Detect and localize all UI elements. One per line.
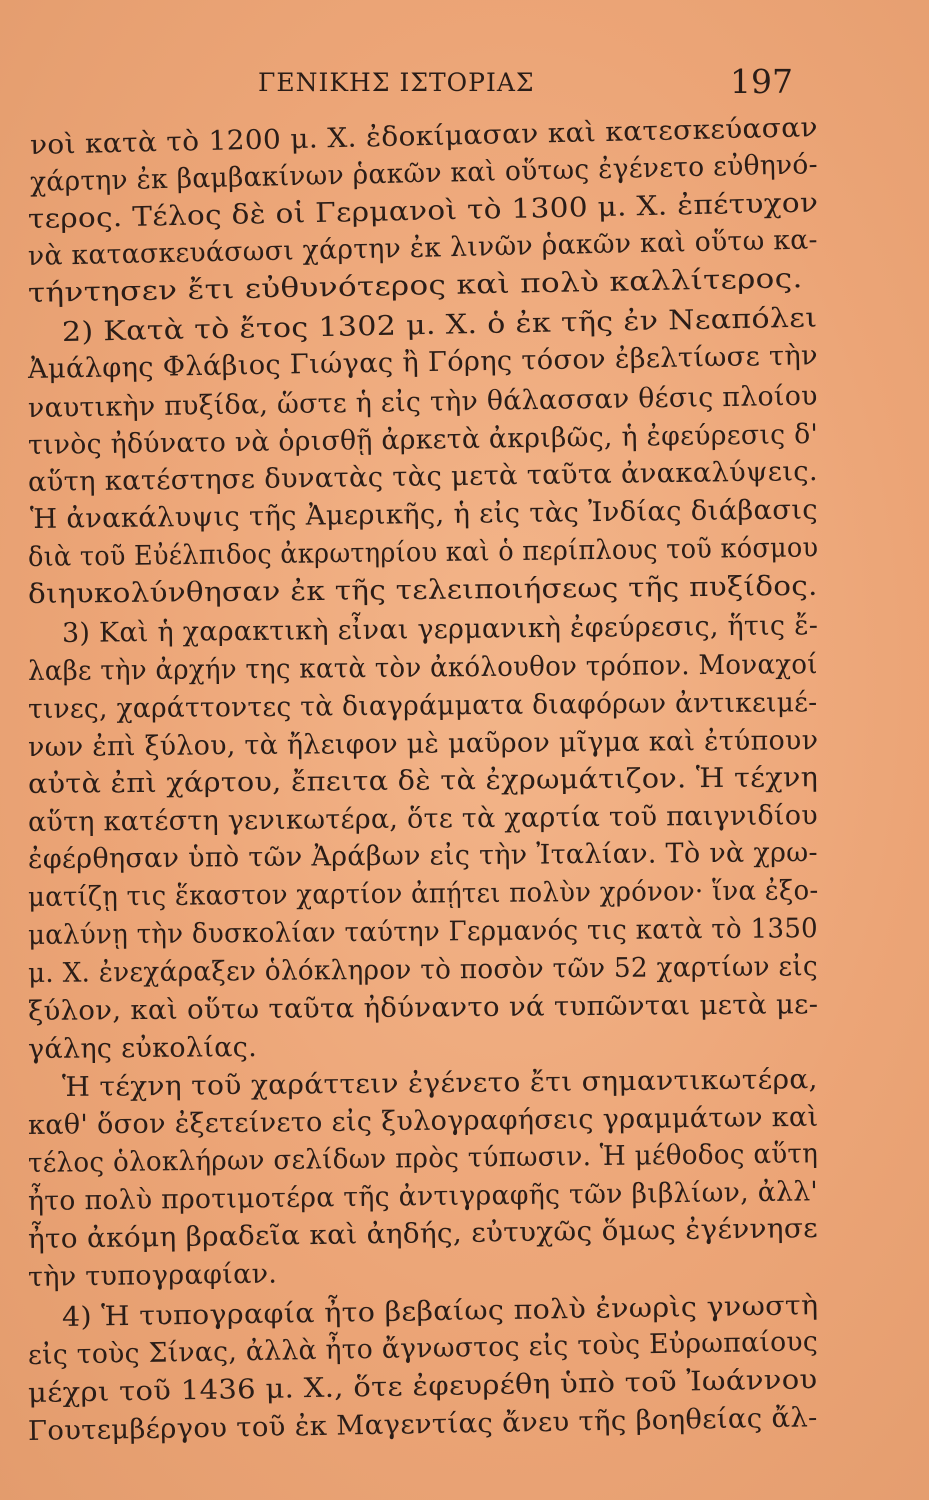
text-line: τινες, χαράττοντες τὰ διαγράμματα διαφόρων ἀντικειμέ- [27, 687, 818, 725]
text-line: εἰς τοὺς Σίνας, ἀλλὰ ἦτο ἄγνωστος εἰς τοὺς Εὐρωπαίους [27, 1326, 819, 1371]
text-line: γάλης εὐκολίας. [27, 1032, 258, 1065]
text-line: μ. Χ. ἐνεχάραξεν ὁλόκληρον τὸ ποσὸν τῶν 52 χαρτίων εἰς [27, 951, 819, 989]
page-header [0, 62, 929, 102]
text-line: χάρτην ἐκ βαμβακίνων ῥακῶν καὶ οὕτως ἐγένετο εὐθηνό- [29, 149, 819, 198]
running-title: ΓΕΝΙΚΗΣ ΙΣΤΟΡΙΑΣ [258, 68, 535, 97]
text-line: καθ' ὅσον ἐξετείνετο εἰς ξυλογραφήσεις γραμμάτων καὶ [27, 1101, 819, 1141]
text-line: τερος. Τέλος δὲ οἱ Γερμανοὶ τὸ 1300 μ. Χ. ἐπέτυχον [27, 187, 819, 235]
text-line: ἐφέρθησαν ὑπὸ τῶν Ἀράβων εἰς τὴν Ἰταλίαν. Τὸ νὰ χρω- [27, 837, 819, 875]
text-line: ἦτο ἀκόμη βραδεῖα καὶ ἀηδής, εὐτυχῶς ὅμως ἐγέννησε [27, 1212, 819, 1255]
text-line: Γουτεμβέργου τοῦ ἐκ Μαγεντίας ἄνευ τῆς βοηθείας ἄλ- [27, 1402, 818, 1447]
text-line: μαλύνῃ τὴν δυσκολίαν ταύτην Γερμανός τις κατὰ τὸ 1350 [27, 913, 819, 951]
page-number: 197 [730, 62, 793, 101]
text-line: 3) Καὶ ἡ χαρακτικὴ εἶναι γερμανικὴ ἐφεύρεσις, ἥτις ἔ- [61, 610, 819, 649]
text-line: ἦτο πολὺ προτιμοτέρα τῆς ἀντιγραφῆς τῶν βιβλίων, ἀλλ' [27, 1176, 819, 1217]
text-line: 4) Ἡ τυπογραφία ἦτο βεβαίως πολὺ ἐνωρὶς γνωστὴ [61, 1290, 819, 1333]
text-line: λαβε τὴν ἀρχήν της κατὰ τὸν ἀκόλουθον τρόπον. Μοναχοί [27, 649, 818, 687]
text-line: νοὶ κατὰ τὸ 1200 μ. Χ. ἐδοκίμασαν καὶ κατεσκεύασαν [29, 112, 819, 161]
text-line: αὐτὰ ἐπὶ χάρτου, ἔπειτα δὲ τὰ ἐχρωμάτιζον. Ἡ τέχνη [27, 762, 819, 800]
text-line: τινὸς ἠδύνατο νὰ ὁρισθῇ ἀρκετὰ ἀκριβῶς, ἡ ἐφεύρεσις δ' [27, 418, 819, 461]
text-line: Ἡ τέχνη τοῦ χαράττειν ἐγένετο ἔτι σημαντικωτέρα, [61, 1064, 818, 1103]
text-line: ξύλον, καὶ οὕτω ταῦτα ἠδύναντο νά τυπῶνται μετὰ με- [27, 989, 819, 1027]
text-line: διηυκολύνθησαν ἐκ τῆς τελειποιήσεως τῆς πυξίδος. [27, 570, 818, 610]
text-line: ναυτικὴν πυξίδα, ὥστε ἡ εἰς τὴν θάλασσαν θέσις πλοίου [27, 380, 818, 424]
text-line: τὴν τυπογραφίαν. [27, 1258, 278, 1293]
text-line: διὰ τοῦ Εὐέλπιδος ἀκρωτηρίου καὶ ὁ περίπλους τοῦ κόσμου [27, 532, 819, 573]
text-line: νων ἐπὶ ξύλου, τὰ ἤλειφον μὲ μαῦρον μῖγμα καὶ ἐτύπουν [27, 725, 819, 763]
text-line: τέλος ὁλοκλήρων σελίδων πρὸς τύπωσιν. Ἡ μέθοδος αὕτη [27, 1138, 819, 1179]
text-line: μέχρι τοῦ 1436 μ. Χ., ὅτε ἐφευρέθη ὑπὸ τοῦ Ἰωάννου [27, 1364, 818, 1409]
text-line: 2) Κατὰ τὸ ἔτος 1302 μ. Χ. ὁ ἐκ τῆς ἐν Νεαπόλει [61, 302, 818, 348]
text-line: αὕτη κατέστη γενικωτέρα, ὅτε τὰ χαρτία τοῦ παιγνιδίου [27, 800, 819, 838]
text-line: ματίζῃ τις ἕκαστον χαρτίον ἀπῄτει πολὺν χρόνον· ἵνα ἐξο- [27, 875, 819, 913]
text-line: Ἡ ἀνακάλυψις τῆς Ἀμερικῆς, ἡ εἰς τὰς Ἰνδίας διάβασις [29, 494, 819, 535]
text-line: Ἀμάλφης Φλάβιος Γιώγας ἢ Γόρης τόσον ἐβελτίωσε τὴν [27, 340, 819, 385]
text-line: νὰ κατασκευάσωσι χάρτην ἐκ λινῶν ῥακῶν καὶ οὕτω κα- [27, 224, 819, 272]
text-line: τήντησεν ἔτι εὐθυνότερος καὶ πολὺ καλλίτερος. [27, 263, 803, 309]
text-line: αὕτη κατέστησε δυνατὰς τὰς μετὰ ταῦτα ἀνακαλύψεις. [27, 455, 819, 498]
